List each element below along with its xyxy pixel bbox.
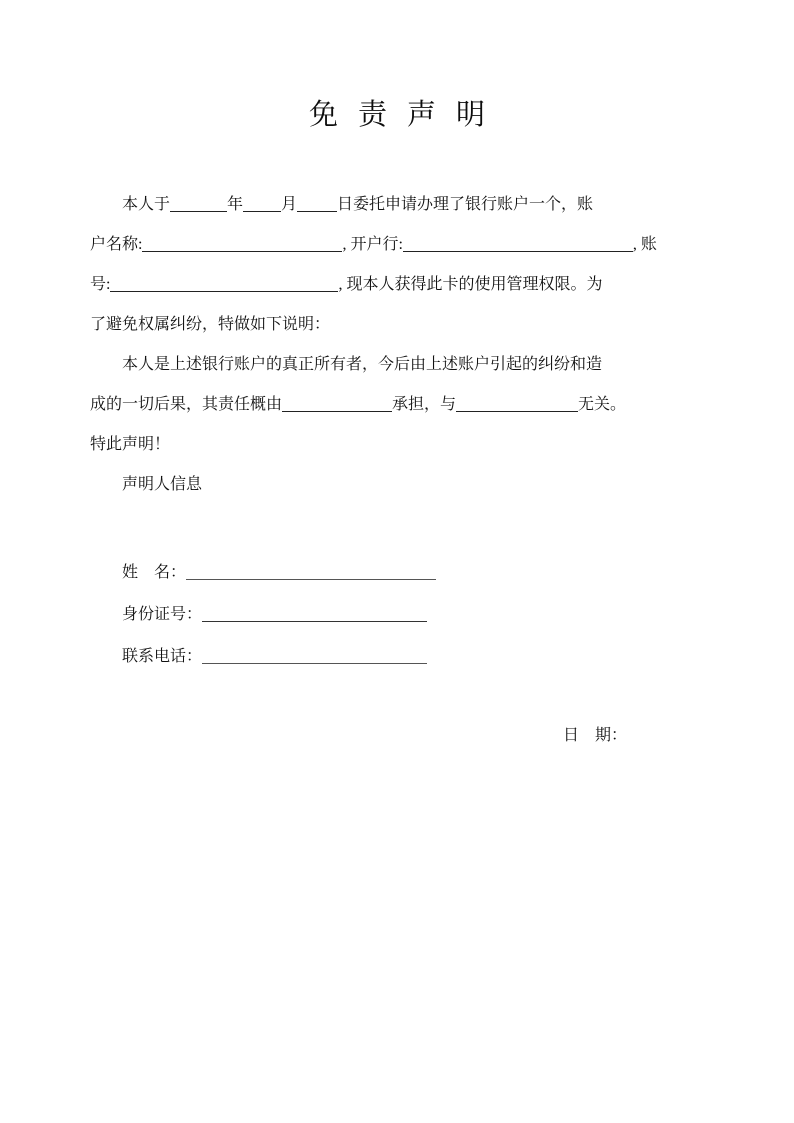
blank-unrelated-party	[456, 396, 578, 412]
id-number-label: 身份证号：	[122, 606, 203, 623]
paragraph1-line3	[90, 265, 706, 305]
p1-l2-text-a: 户名称:	[90, 236, 143, 253]
p2-l2-text-b: 承担，与	[392, 396, 457, 413]
id-number-row	[90, 594, 706, 636]
p2-l2-text-c: 无关。	[578, 396, 627, 413]
name-row	[90, 552, 706, 594]
blank-account-number	[110, 276, 338, 292]
date-label: 日 期：	[563, 727, 628, 744]
document-body	[90, 185, 706, 757]
paragraph1-line1	[90, 185, 706, 225]
blank-account-name	[142, 236, 342, 252]
p1-l2-text-c: , 账	[632, 236, 657, 253]
declarant-info-block	[90, 552, 706, 678]
paragraph1-line4	[90, 305, 706, 345]
p2-l1-text: 本人是上述银行账户的真正所有者，今后由上述账户引起的纠纷和造	[122, 356, 603, 373]
date-row	[563, 715, 706, 757]
blank-name	[186, 564, 436, 580]
p1-l2-text-b: , 开户行:	[342, 236, 403, 253]
p1-l4-text: 了避免权属纠纷，特做如下说明：	[90, 316, 331, 333]
phone-row	[90, 636, 706, 678]
blank-liable-party	[282, 396, 392, 412]
name-label: 姓 名：	[122, 564, 187, 581]
p1-l3-text-b: , 现本人获得此卡的使用管理权限。为	[338, 276, 603, 293]
blank-id-number	[202, 606, 427, 622]
paragraph2-line3	[90, 425, 706, 465]
paragraph2-line2	[90, 385, 706, 425]
declarant-heading-text: 声明人信息	[122, 476, 203, 493]
p1-l1-text-c: 月	[281, 196, 298, 213]
blank-month	[243, 196, 281, 212]
blank-bank-branch	[403, 236, 633, 252]
p2-l2-text-a: 成的一切后果，其责任概由	[90, 396, 283, 413]
blank-phone	[202, 648, 427, 664]
p1-l3-text-a: 号:	[90, 276, 111, 293]
p1-l1-text-b: 年	[227, 196, 244, 213]
phone-label: 联系电话：	[122, 648, 203, 665]
paragraph2-line1	[90, 345, 706, 385]
p2-l3-text: 特此声明！	[90, 436, 171, 453]
paragraph1-line2	[90, 225, 706, 265]
declarant-heading	[90, 465, 706, 505]
p1-l1-text-a: 本人于	[122, 196, 171, 213]
document-title: 免责声明	[308, 99, 505, 131]
blank-year	[170, 196, 227, 212]
p1-l1-text-d: 日委托申请办理了银行账户一个，账	[337, 196, 594, 213]
blank-day	[297, 196, 337, 212]
